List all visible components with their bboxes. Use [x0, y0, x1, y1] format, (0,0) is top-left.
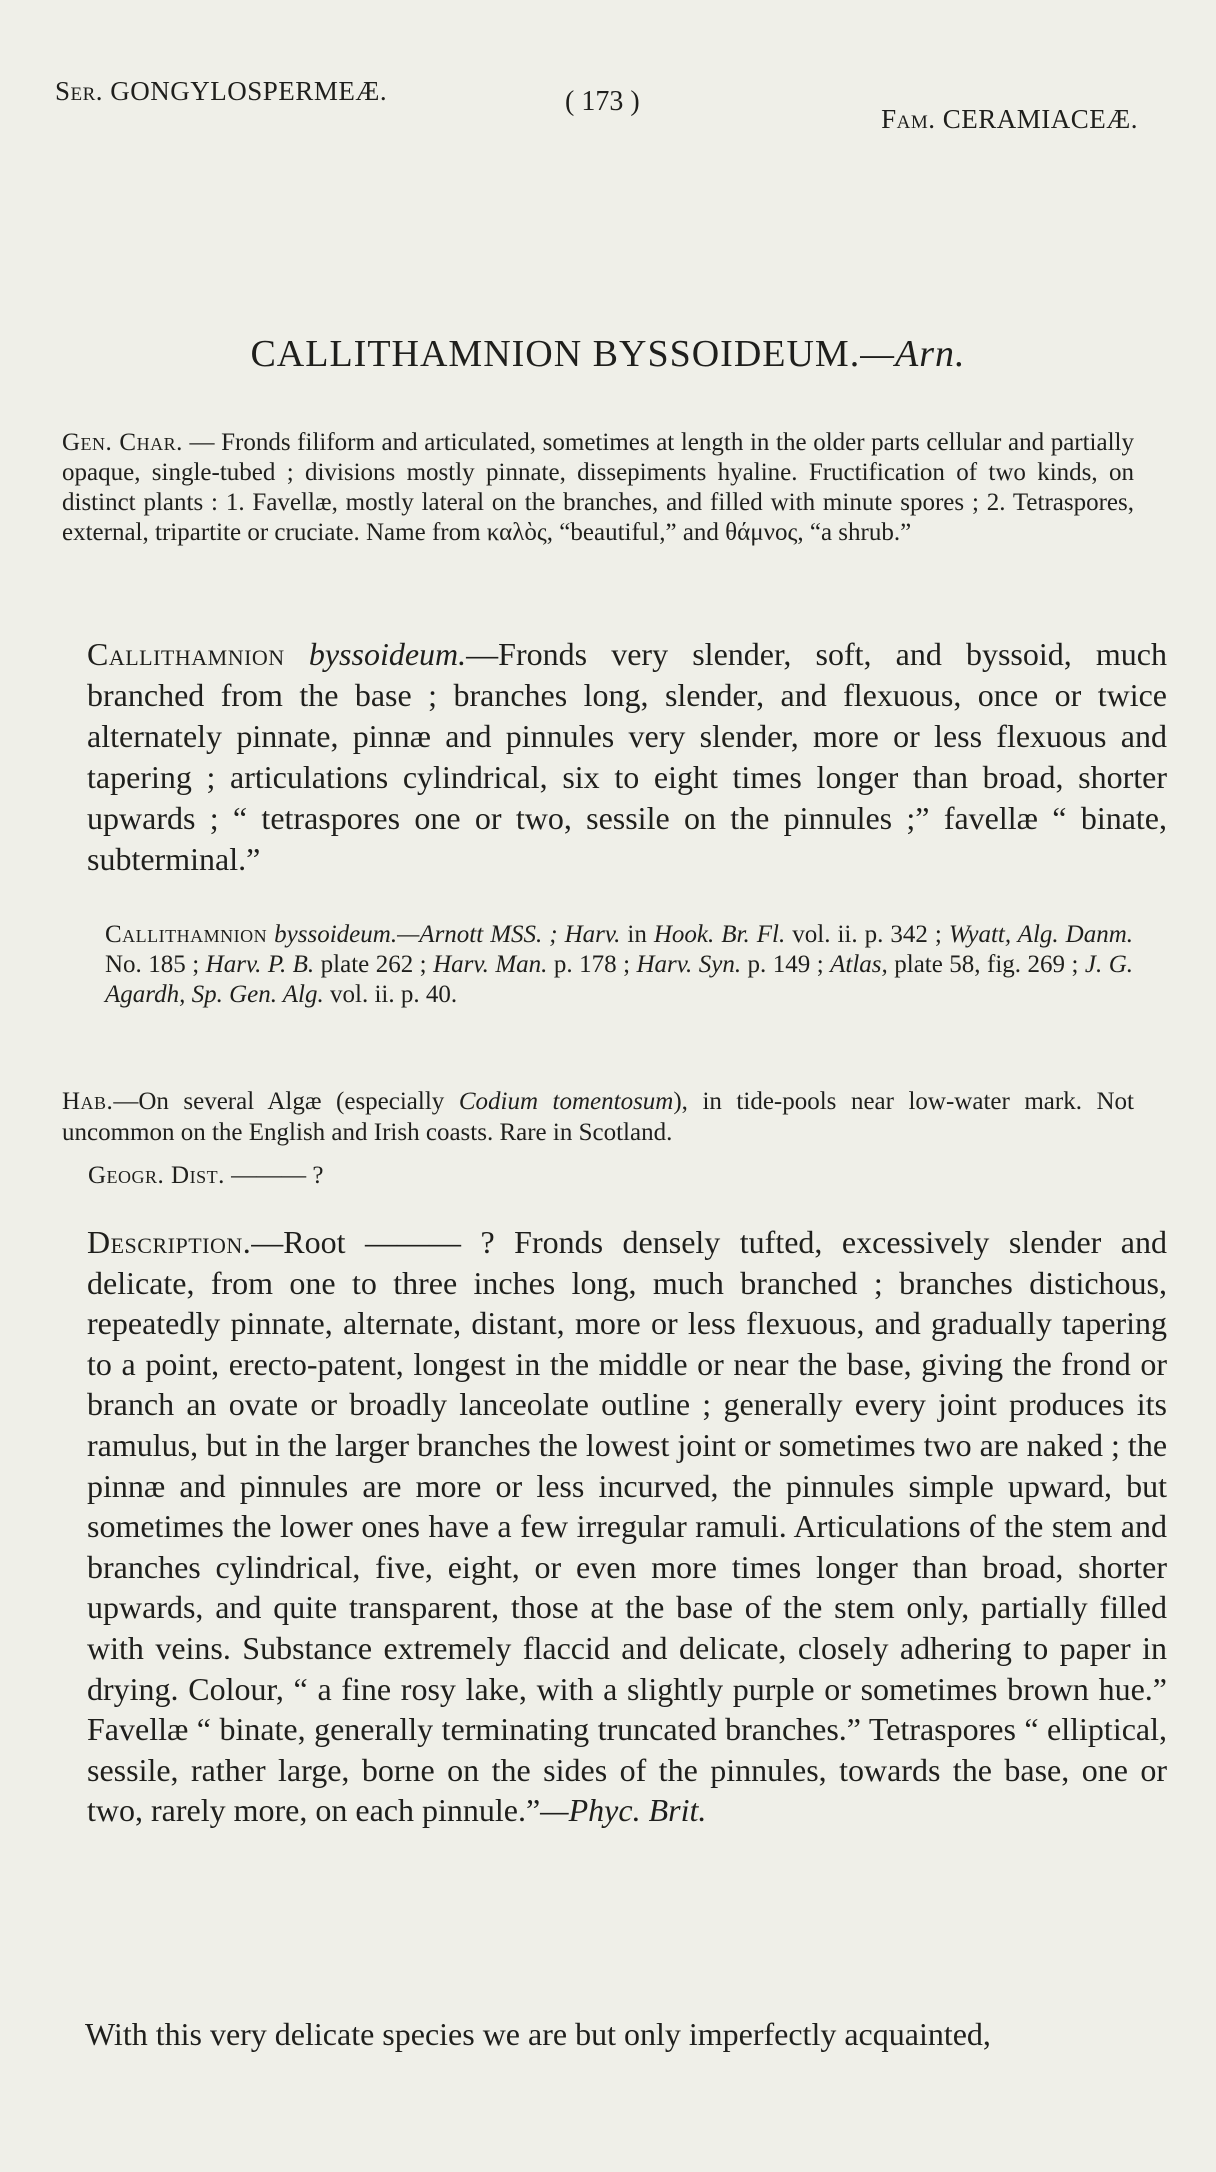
- main-genus: Callithamnion: [87, 636, 285, 672]
- species-author: —Arn.: [860, 333, 966, 375]
- habitat: [62, 1086, 1134, 1148]
- syn-text-1: in: [620, 921, 654, 948]
- header-family: Fam. CERAMIACEÆ.: [881, 104, 1138, 134]
- description: [55, 1222, 1167, 1831]
- syn-ref-3: Wyatt, Alg. Danm.: [948, 921, 1134, 948]
- syn-ref-6: Harv. Syn.: [636, 951, 742, 978]
- gen-char-text: — Fronds filiform and articulated, sometimes at length in the older parts cellular and partially opaque, single-tubed ; divisions mostly pinnate, dissepiments hyaline. Fructification of two kinds, on distinct plants : 1. Favellæ, mostly lateral on the branches, and filled with minute spores ; 2. Tetraspores, external, tripartite or cruciate. Name from καλὸς, “beautiful,” and θάμνος, “a shrub.”: [62, 429, 1134, 546]
- geogr-label: Geogr. Dist.: [88, 1162, 225, 1189]
- main-species: byssoideum.: [284, 636, 467, 672]
- syn-text-8: vol. ii. p. 40.: [323, 981, 458, 1008]
- running-header: [55, 70, 1138, 134]
- synonymy: [105, 920, 1133, 1010]
- syn-text-5: p. 178 ;: [547, 951, 637, 978]
- syn-genus: Callithamnion: [105, 921, 268, 948]
- syn-text-4: plate 262 ;: [314, 951, 434, 978]
- syn-species: byssoideum.: [267, 921, 398, 948]
- syn-ref-1: —Arnott MSS. ; Harv.: [397, 921, 621, 948]
- desc-text: —Root ——— ? Fronds densely tufted, excessively slender and delicate, from one to three inches long, much branched ; branches distichous, repeatedly pinnate, alternate, distant, more or less flexuous, and gradually tapering to a point, erecto-patent, longest in the middle or near the base, giving the frond or branch an ovate or broadly lanceolate outline ; generally every joint produces its ramulus, but in the larger branches the lowest joint or sometimes two are naked ; the pinnæ and pinnules are more or less incurved, the pinnules simple upward, but sometimes the lower ones have a few irregular ramuli. Articulations of the stem and branches cylindrical, five, eight, or even more times longer than broad, shorter upwards, and quite transparent, those at the base of the stem only, partially filled with veins. Substance extremely flaccid and delicate, closely adhering to paper in drying. Colour, “ a fine rosy lake, with a slightly purple or sometimes brown hue.” Favellæ “ binate, generally terminating truncated branches.” Tetraspores “ elliptical, sessile, rather large, borne on the sides of the pinnules, towards the base, one or two, rarely more, on each pinnule.”: [87, 1224, 1168, 1829]
- specific-character: [55, 634, 1167, 880]
- desc-label: Description.: [87, 1224, 252, 1260]
- syn-ref-2: Hook. Br. Fl.: [653, 921, 786, 948]
- gen-char-label: Gen. Char.: [62, 429, 183, 456]
- hab-host: Codium tomentosum: [458, 1088, 674, 1115]
- syn-text-3: No. 185 ;: [105, 951, 206, 978]
- syn-ref-4: Harv. P. B.: [205, 951, 315, 978]
- hab-text-2: ), in tide-pools near low-water mark. Not uncommon on the English and Irish coasts. Rare in Scotland.: [62, 1088, 1134, 1146]
- syn-ref-7: Atlas,: [830, 951, 888, 978]
- header-series: Ser. GONGYLOSPERMEÆ.: [55, 76, 388, 106]
- species-name: CALLITHAMNION BYSSOIDEUM.: [250, 333, 861, 375]
- syn-text-6: p. 149 ;: [741, 951, 831, 978]
- geogr-text: ——— ?: [224, 1162, 324, 1189]
- generic-character: [62, 428, 1134, 548]
- hab-text-1: —On several Algæ (especially: [113, 1088, 459, 1115]
- syn-ref-8: J. G. Agardh, Sp. Gen. Alg.: [105, 951, 1134, 1008]
- syn-ref-5: Harv. Man.: [433, 951, 548, 978]
- page-number: ( 173 ): [565, 86, 640, 117]
- continuation-paragraph: With this very delicate species we are but only imperfectly acquainted,: [85, 2016, 991, 2052]
- hab-label: Hab.: [62, 1088, 114, 1115]
- syn-text-7: plate 58, fig. 269 ;: [887, 951, 1085, 978]
- desc-source: —Phyc. Brit.: [540, 1792, 707, 1829]
- syn-text-2: vol. ii. p. 342 ;: [785, 921, 949, 948]
- species-title: [0, 332, 1216, 376]
- main-text: —Fronds very slender, soft, and byssoid, much branched from the base ; branches long, slender, and flexuous, once or twice alternately pinnate, pinnæ and pinnules very slender, more or less flexuous and tapering ; articulations cylindrical, six to eight times longer than broad, shorter upwards ; “ tetraspores one or two, sessile on the pinnules ;” favellæ “ binate, subterminal.”: [87, 636, 1168, 877]
- geographic-distribution: [88, 1162, 323, 1190]
